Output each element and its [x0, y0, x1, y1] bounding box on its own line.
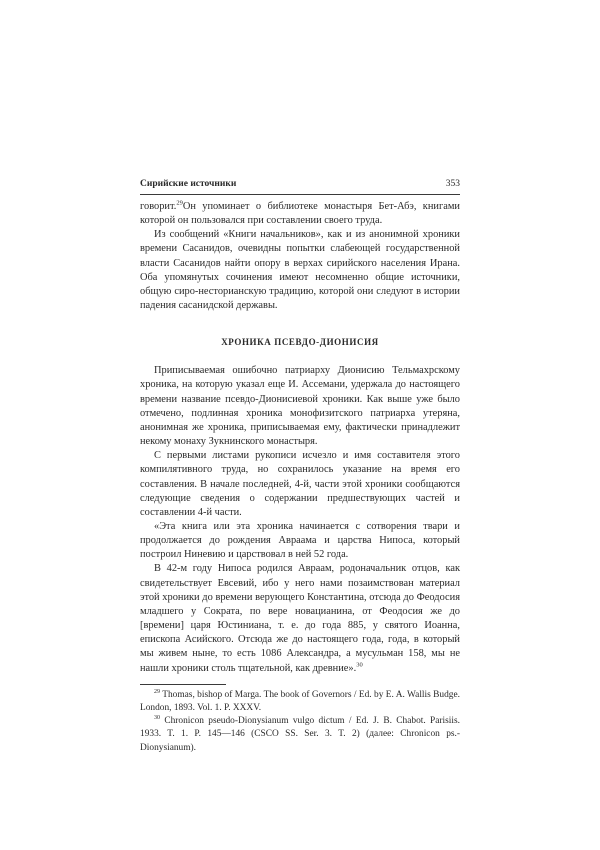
running-head [140, 178, 460, 195]
intro-paragraph-1 [140, 200, 460, 228]
intro-paragraph-1-rest: Он упоминает о библиотеке монастыря Бет-Абэ, книгами которой он пользовался при составлении своего труда. [140, 201, 460, 227]
book-page [140, 178, 460, 755]
footnotes [140, 689, 460, 755]
footnote-30-number: 30 [154, 714, 160, 721]
section-heading: ХРОНИКА ПСЕВДО-ДИОНИСИЯ [221, 337, 379, 348]
footnote-29-text: Thomas, bishop of Marga. The book of Governors / Ed. by E. A. Wallis Budge. London, 1893. Vol. 1. P. XXXV. [140, 689, 460, 713]
body-text [140, 200, 460, 676]
intro-paragraph-1-start: говорит. [140, 201, 177, 212]
running-head-title: Сирийские источники [140, 179, 237, 189]
section-paragraph-4-text: В 42-м году Нипоса родился Авраам, родоначальник отцов, как свидетельствует Евсевий, ибо у него нами позаимствован материал этой хроники до времени верующего Константина, отсюда до Феодосия младшего у Сократа, по вере новацианина, от Феодосия же до [времени] царя Юстиниана, т. е. до года 885, у святого Иоанна, епископа Асийского. Отсюда же до настоящего года, года, в который мы живем ныне, то есть 1086 Александра, а мусульман 158, мы не нашли хроники столь тщательной, как древние». [140, 563, 460, 674]
section-paragraph-2: С первыми листами рукописи исчезло и имя составителя этого компилятивного труда, но сохранилось указание на время его составления. В начале последней, 4-й, части этой хроники сообщаются следующие сведения о содержании предшествующих частей и составлении 4-й части. [140, 450, 460, 518]
footnote-30-text: Chronicon pseudo-Dionysianum vulgo dictum / Ed. J. B. Chabot. Parisiis. 1933. T. 1. P. 145—146 (CSCO SS. Ser. 3. T. 2) (далее: Chronicon ps.-Dionysianum). [140, 716, 461, 753]
page-number: 353 [445, 179, 460, 189]
footnote-30 [140, 715, 460, 755]
intro-paragraph-2: Из сообщений «Книги начальников», как и из анонимной хроники времени Сасанидов, очевидны попытки слабеющей государственной власти Сасанидов найти опору в верхах сирийского населения Ирана. Оба упомянутых сочинения имеют несомненно общие источники, общую сиро-несторианскую традицию, которой они следуют в истории падения сасанидской державы. [140, 229, 460, 312]
footnote-ref-30: 30 [356, 661, 363, 669]
footnote-29-number: 29 [154, 688, 160, 695]
section-paragraph-4 [140, 562, 460, 675]
footnote-divider [140, 684, 226, 685]
section-paragraph-1: Приписываемая ошибочно патриарху Дионисию Тельмахрскому хроника, на которую указал еще И. Ассемани, удержала до настоящего времени название псевдо-Дионисиевой хроники. Как выше уже было отмечено, подлинная хроника монофизитского патриарха утеряна, анонимная же хроника, приписываемая ему, фактически принадлежит некому монаху Зукнинского монастыря. [140, 365, 460, 448]
section-paragraph-3: «Эта книга или эта хроника начинается с сотворения твари и продолжается до рождения Авраама и царства Нипоса, который построил Ниневию и царствовал в ней 52 года. [140, 520, 460, 561]
footnote-ref-29: 29 [176, 199, 183, 207]
footnote-29 [140, 689, 460, 715]
